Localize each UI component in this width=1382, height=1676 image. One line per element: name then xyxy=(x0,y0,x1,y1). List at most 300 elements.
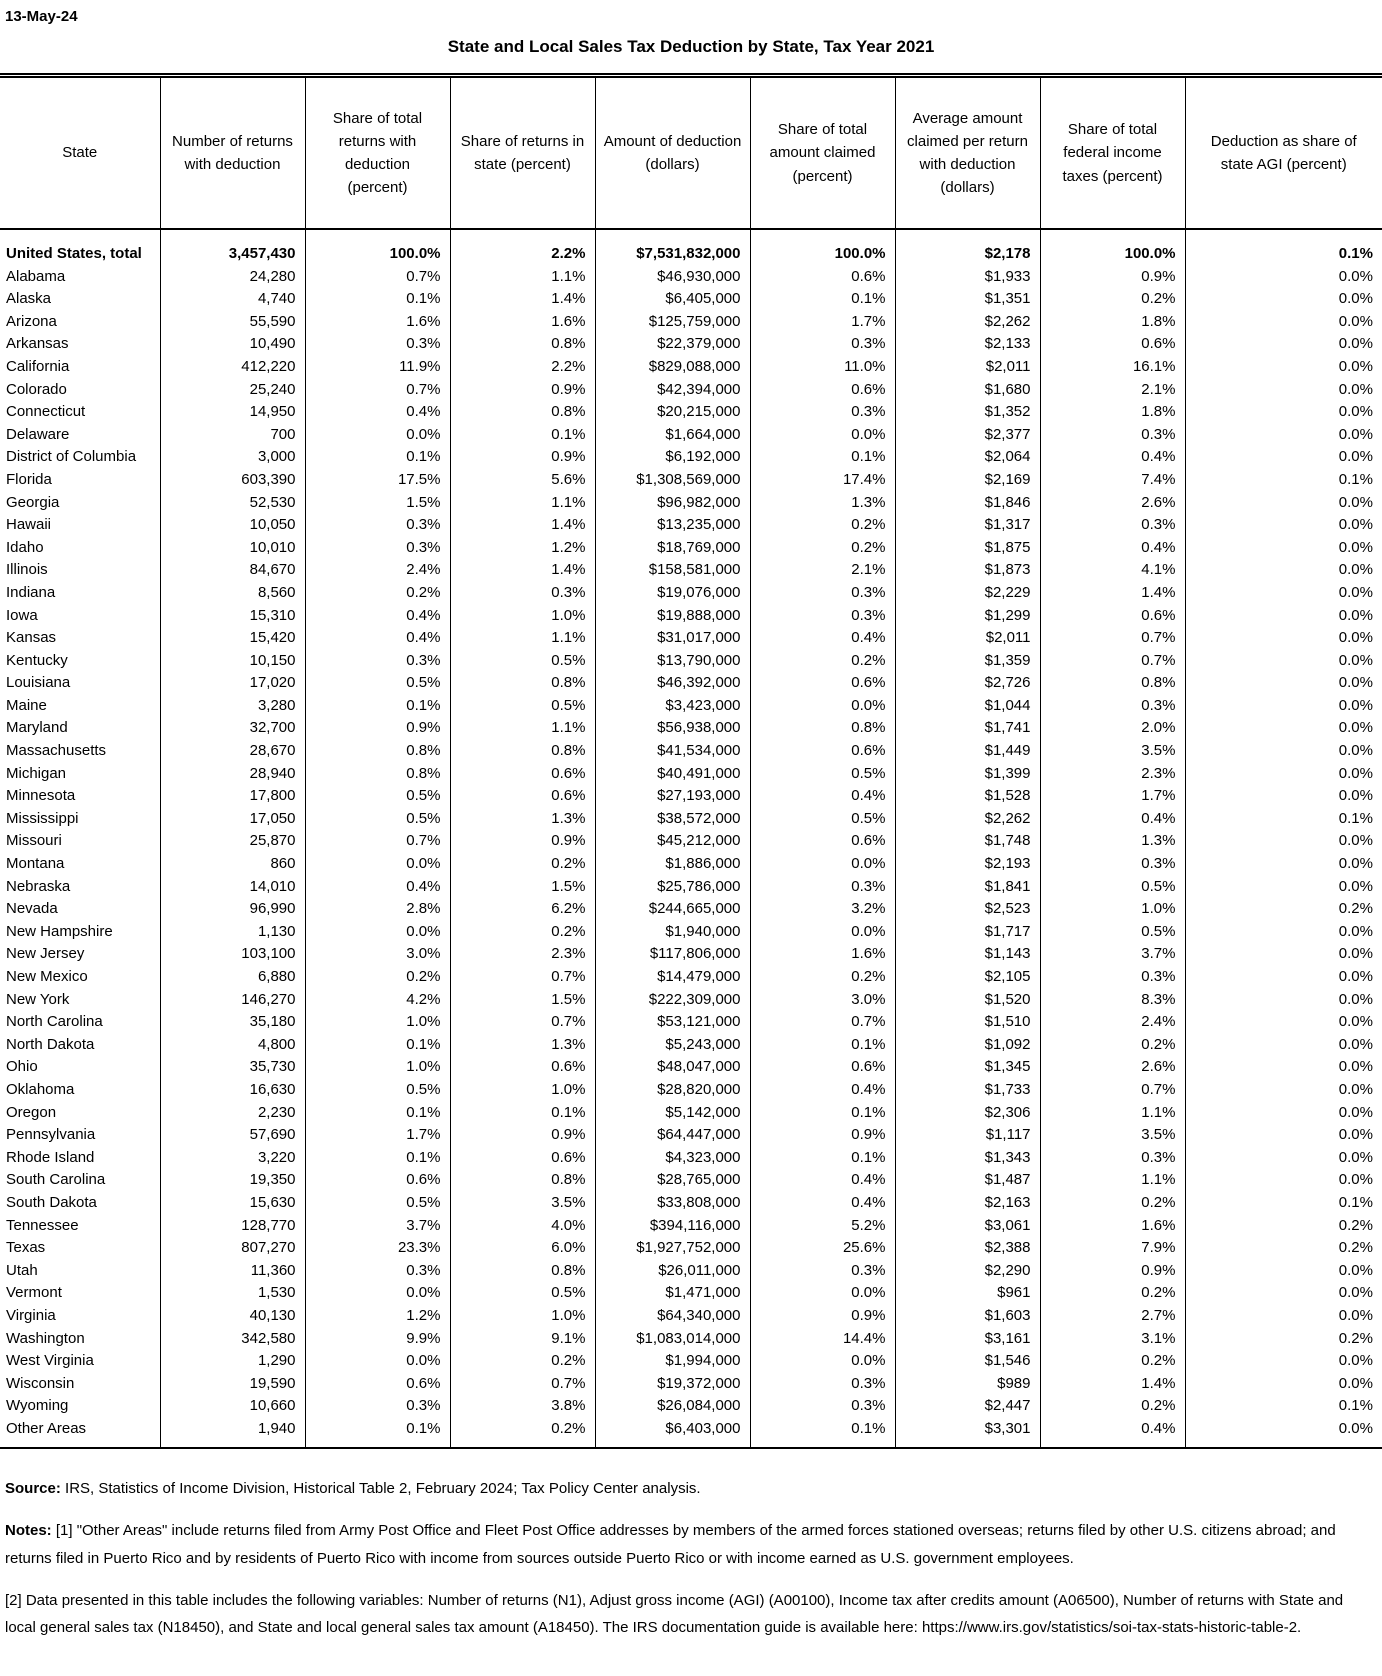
value-cell: 0.5% xyxy=(305,672,450,695)
value-cell: 2.8% xyxy=(305,898,450,921)
value-cell: 0.0% xyxy=(1185,966,1382,989)
value-cell: 0.5% xyxy=(450,695,595,718)
value-cell: 0.5% xyxy=(450,650,595,673)
value-cell: 0.0% xyxy=(1185,266,1382,289)
value-cell: $1,343 xyxy=(895,1147,1040,1170)
value-cell: $5,142,000 xyxy=(595,1102,750,1125)
value-cell: $3,161 xyxy=(895,1328,1040,1351)
value-cell: 0.0% xyxy=(750,424,895,447)
value-cell: 1.6% xyxy=(450,311,595,334)
value-cell: $1,680 xyxy=(895,379,1040,402)
value-cell: 0.2% xyxy=(750,966,895,989)
value-cell: 0.5% xyxy=(450,1282,595,1305)
state-name-cell: District of Columbia xyxy=(6,448,137,466)
value-cell: $1,449 xyxy=(895,740,1040,763)
value-cell: 0.5% xyxy=(305,808,450,831)
value-cell: 0.0% xyxy=(1185,1418,1382,1449)
value-cell: $1,875 xyxy=(895,537,1040,560)
value-cell: 0.1% xyxy=(305,288,450,311)
value-cell: 16.1% xyxy=(1040,356,1185,379)
value-cell: 0.4% xyxy=(1040,537,1185,560)
value-cell: 0.4% xyxy=(750,627,895,650)
value-cell: 2.4% xyxy=(1040,1011,1185,1034)
value-cell: 0.0% xyxy=(305,1282,450,1305)
state-name-cell: Nevada xyxy=(6,900,58,918)
note-2 xyxy=(5,1587,1372,1643)
value-cell: 0.0% xyxy=(1185,288,1382,311)
value-cell: $2,447 xyxy=(895,1395,1040,1418)
value-cell: $1,520 xyxy=(895,989,1040,1012)
value-cell: 100.0% xyxy=(1040,229,1185,266)
value-cell: 0.1% xyxy=(305,1102,450,1125)
state-name-cell: Tennessee xyxy=(6,1216,79,1234)
value-cell: 2.3% xyxy=(1040,763,1185,786)
table-row xyxy=(0,672,1382,695)
state-name-cell: New Jersey xyxy=(6,945,85,963)
value-cell: $1,933 xyxy=(895,266,1040,289)
value-cell: 0.0% xyxy=(1185,830,1382,853)
value-cell: 1.0% xyxy=(450,1079,595,1102)
state-name-cell: Iowa xyxy=(6,606,38,624)
state-name-cell: New Hampshire xyxy=(6,922,113,940)
value-cell: $1,603 xyxy=(895,1305,1040,1328)
value-cell: 19,590 xyxy=(160,1373,305,1396)
value-cell: $1,471,000 xyxy=(595,1282,750,1305)
value-cell: $1,117 xyxy=(895,1124,1040,1147)
value-cell: 1.3% xyxy=(450,1034,595,1057)
value-cell: 0.1% xyxy=(1185,1192,1382,1215)
value-cell: 0.0% xyxy=(1185,921,1382,944)
value-cell: 0.0% xyxy=(1185,356,1382,379)
value-cell: 0.1% xyxy=(750,1034,895,1057)
value-cell: 0.6% xyxy=(1040,605,1185,628)
value-cell: 1.2% xyxy=(305,1305,450,1328)
state-name-cell: South Carolina xyxy=(6,1171,106,1189)
state-name-cell: Louisiana xyxy=(6,674,71,692)
value-cell: 0.3% xyxy=(305,514,450,537)
table-row xyxy=(0,695,1382,718)
state-name-cell: Arkansas xyxy=(6,335,69,353)
value-cell: 0.0% xyxy=(1185,537,1382,560)
table-row xyxy=(0,1215,1382,1238)
value-cell: $14,479,000 xyxy=(595,966,750,989)
value-cell: $20,215,000 xyxy=(595,401,750,424)
value-cell: 4,800 xyxy=(160,1034,305,1057)
table-row xyxy=(0,1237,1382,1260)
value-cell: 4.2% xyxy=(305,989,450,1012)
state-name-cell: Hawaii xyxy=(6,516,52,534)
table-row xyxy=(0,229,1382,266)
value-cell: 0.4% xyxy=(750,1079,895,1102)
value-cell: 0.0% xyxy=(1185,1260,1382,1283)
value-cell: 11.9% xyxy=(305,356,450,379)
table-row xyxy=(0,1011,1382,1034)
value-cell: 0.2% xyxy=(1040,1350,1185,1373)
value-cell: 2.0% xyxy=(1040,717,1185,740)
value-cell: 0.0% xyxy=(1185,650,1382,673)
value-cell: $19,372,000 xyxy=(595,1373,750,1396)
value-cell: 0.9% xyxy=(450,830,595,853)
value-cell: 0.7% xyxy=(305,830,450,853)
value-cell: 1.5% xyxy=(450,989,595,1012)
state-name-cell: Mississippi xyxy=(6,809,79,827)
table-row xyxy=(0,1350,1382,1373)
value-cell: 0.5% xyxy=(305,1079,450,1102)
table-row xyxy=(0,740,1382,763)
value-cell: 14.4% xyxy=(750,1328,895,1351)
value-cell: $48,047,000 xyxy=(595,1056,750,1079)
value-cell: 1.1% xyxy=(450,492,595,515)
value-cell: 35,730 xyxy=(160,1056,305,1079)
value-cell: 0.9% xyxy=(1040,1260,1185,1283)
value-cell: 25,870 xyxy=(160,830,305,853)
value-cell: 0.2% xyxy=(1040,288,1185,311)
value-cell: 100.0% xyxy=(305,229,450,266)
state-name-cell: Montana xyxy=(6,855,65,873)
state-name-cell: Kansas xyxy=(6,629,57,647)
table-row xyxy=(0,627,1382,650)
value-cell: 0.1% xyxy=(750,446,895,469)
value-cell: 0.3% xyxy=(305,1260,450,1283)
table-row xyxy=(0,1373,1382,1396)
value-cell: 0.5% xyxy=(305,1192,450,1215)
value-cell: $1,351 xyxy=(895,288,1040,311)
value-cell: 0.3% xyxy=(750,605,895,628)
value-cell: 10,660 xyxy=(160,1395,305,1418)
value-cell: 0.2% xyxy=(450,921,595,944)
value-cell: 0.3% xyxy=(305,333,450,356)
state-name-cell: California xyxy=(6,357,70,375)
table-row xyxy=(0,898,1382,921)
value-cell: 0.0% xyxy=(1185,446,1382,469)
state-name-cell: Other Areas xyxy=(6,1419,87,1437)
value-cell: 84,670 xyxy=(160,559,305,582)
table-row xyxy=(0,763,1382,786)
value-cell: 0.2% xyxy=(1040,1282,1185,1305)
note-1-text: [1] "Other Areas" include returns filed from Army Post Office and Fleet Post Office addresses by members of the armed forces stationed overseas; returns filed by other U.S. citizens abroad; and returns filed in Puerto Rico and by residents of Puerto Rico with income from sources outside Puerto Rico or with income earned as U.S. government employees. xyxy=(5,1522,1336,1567)
value-cell: 0.0% xyxy=(750,695,895,718)
value-cell: $2,388 xyxy=(895,1237,1040,1260)
value-cell: 0.9% xyxy=(450,379,595,402)
value-cell: 0.4% xyxy=(750,1169,895,1192)
state-name-cell: Delaware xyxy=(6,425,70,443)
value-cell: 0.0% xyxy=(750,1350,895,1373)
header-row xyxy=(0,76,1382,230)
state-name-cell: Rhode Island xyxy=(6,1148,95,1166)
value-cell: $2,169 xyxy=(895,469,1040,492)
value-cell: $1,299 xyxy=(895,605,1040,628)
value-cell: 342,580 xyxy=(160,1328,305,1351)
notes-label: Notes: xyxy=(5,1522,52,1540)
value-cell: 0.2% xyxy=(1185,898,1382,921)
table-row xyxy=(0,650,1382,673)
value-cell: $1,846 xyxy=(895,492,1040,515)
value-cell: $22,379,000 xyxy=(595,333,750,356)
value-cell: 24,280 xyxy=(160,266,305,289)
value-cell: 860 xyxy=(160,853,305,876)
value-cell: 603,390 xyxy=(160,469,305,492)
value-cell: 1.2% xyxy=(450,537,595,560)
value-cell: 0.0% xyxy=(305,853,450,876)
value-cell: 0.3% xyxy=(1040,853,1185,876)
value-cell: 1.4% xyxy=(1040,1373,1185,1396)
column-header: Share of total amount claimed (percent) xyxy=(750,76,895,230)
value-cell: $2,229 xyxy=(895,582,1040,605)
value-cell: $1,528 xyxy=(895,785,1040,808)
state-name-cell: Massachusetts xyxy=(6,742,107,760)
value-cell: $2,523 xyxy=(895,898,1040,921)
value-cell: 0.3% xyxy=(750,401,895,424)
value-cell: $56,938,000 xyxy=(595,717,750,740)
value-cell: 0.6% xyxy=(450,785,595,808)
value-cell: 2,230 xyxy=(160,1102,305,1125)
state-name-cell: New York xyxy=(6,990,70,1008)
value-cell: $1,873 xyxy=(895,559,1040,582)
state-name-cell: Illinois xyxy=(6,561,48,579)
state-name-cell: Oregon xyxy=(6,1103,57,1121)
value-cell: $1,927,752,000 xyxy=(595,1237,750,1260)
state-name-cell: Florida xyxy=(6,470,52,488)
value-cell: 7.9% xyxy=(1040,1237,1185,1260)
value-cell: $2,011 xyxy=(895,627,1040,650)
value-cell: 0.8% xyxy=(450,1260,595,1283)
value-cell: $3,301 xyxy=(895,1418,1040,1449)
value-cell: $1,546 xyxy=(895,1350,1040,1373)
value-cell: $28,765,000 xyxy=(595,1169,750,1192)
value-cell: $2,105 xyxy=(895,966,1040,989)
value-cell: 0.6% xyxy=(750,672,895,695)
source-note xyxy=(5,1475,1372,1503)
column-header: Share of total returns with deduction (percent) xyxy=(305,76,450,230)
value-cell: $1,733 xyxy=(895,1079,1040,1102)
value-cell: 0.3% xyxy=(1040,1147,1185,1170)
value-cell: 0.0% xyxy=(1185,605,1382,628)
state-name-cell: Utah xyxy=(6,1261,38,1279)
value-cell: 4.1% xyxy=(1040,559,1185,582)
value-cell: 1.8% xyxy=(1040,401,1185,424)
table-row xyxy=(0,808,1382,831)
value-cell: 1.3% xyxy=(1040,830,1185,853)
value-cell: 0.3% xyxy=(305,537,450,560)
table-row xyxy=(0,605,1382,628)
value-cell: 3,280 xyxy=(160,695,305,718)
value-cell: 17,050 xyxy=(160,808,305,831)
value-cell: $1,510 xyxy=(895,1011,1040,1034)
table-row xyxy=(0,288,1382,311)
value-cell: 0.0% xyxy=(1185,424,1382,447)
value-cell: $1,994,000 xyxy=(595,1350,750,1373)
value-cell: 0.9% xyxy=(305,717,450,740)
table-row xyxy=(0,785,1382,808)
value-cell: 1.1% xyxy=(450,717,595,740)
value-cell: 0.0% xyxy=(305,424,450,447)
value-cell: 1.0% xyxy=(305,1011,450,1034)
value-cell: $46,392,000 xyxy=(595,672,750,695)
value-cell: $38,572,000 xyxy=(595,808,750,831)
value-cell: 0.4% xyxy=(1040,808,1185,831)
table-row xyxy=(0,492,1382,515)
value-cell: $3,423,000 xyxy=(595,695,750,718)
state-name-cell: Missouri xyxy=(6,832,62,850)
value-cell: $2,262 xyxy=(895,808,1040,831)
value-cell: 1.0% xyxy=(450,1305,595,1328)
value-cell: 0.3% xyxy=(450,582,595,605)
table-header xyxy=(0,76,1382,230)
table-row xyxy=(0,989,1382,1012)
value-cell: 8.3% xyxy=(1040,989,1185,1012)
value-cell: 0.1% xyxy=(750,1147,895,1170)
value-cell: $1,487 xyxy=(895,1169,1040,1192)
value-cell: 0.1% xyxy=(305,446,450,469)
value-cell: 0.8% xyxy=(450,401,595,424)
table-row xyxy=(0,1305,1382,1328)
value-cell: 16,630 xyxy=(160,1079,305,1102)
value-cell: 0.0% xyxy=(750,1282,895,1305)
table-row xyxy=(0,943,1382,966)
value-cell: 1.4% xyxy=(1040,582,1185,605)
value-cell: 0.0% xyxy=(1185,763,1382,786)
value-cell: 0.2% xyxy=(1185,1215,1382,1238)
value-cell: 0.3% xyxy=(1040,424,1185,447)
value-cell: 0.0% xyxy=(1185,514,1382,537)
value-cell: $45,212,000 xyxy=(595,830,750,853)
value-cell: 0.0% xyxy=(1185,627,1382,650)
value-cell: $3,061 xyxy=(895,1215,1040,1238)
source-label: Source: xyxy=(5,1480,61,1498)
value-cell: 0.0% xyxy=(1185,1011,1382,1034)
value-cell: 3.7% xyxy=(1040,943,1185,966)
value-cell: 17.5% xyxy=(305,469,450,492)
table-row xyxy=(0,582,1382,605)
value-cell: $41,534,000 xyxy=(595,740,750,763)
state-name-cell: Nebraska xyxy=(6,877,71,895)
value-cell: 1.0% xyxy=(450,605,595,628)
value-cell: $1,092 xyxy=(895,1034,1040,1057)
table-row xyxy=(0,266,1382,289)
value-cell: 0.0% xyxy=(1185,1350,1382,1373)
value-cell: 0.7% xyxy=(305,266,450,289)
value-cell: 1.6% xyxy=(750,943,895,966)
value-cell: 1.4% xyxy=(450,514,595,537)
value-cell: $27,193,000 xyxy=(595,785,750,808)
state-name-cell: Connecticut xyxy=(6,403,86,421)
value-cell: 0.0% xyxy=(1185,379,1382,402)
value-cell: $1,352 xyxy=(895,401,1040,424)
value-cell: 1,290 xyxy=(160,1350,305,1373)
value-cell: $2,306 xyxy=(895,1102,1040,1125)
state-name-cell: Alabama xyxy=(6,267,66,285)
column-header: Share of total federal income taxes (percent) xyxy=(1040,76,1185,230)
table-row xyxy=(0,1328,1382,1351)
value-cell: 3,220 xyxy=(160,1147,305,1170)
value-cell: 0.2% xyxy=(450,1350,595,1373)
column-header: Amount of deduction (dollars) xyxy=(595,76,750,230)
value-cell: 25,240 xyxy=(160,379,305,402)
value-cell: 17,800 xyxy=(160,785,305,808)
value-cell: 40,130 xyxy=(160,1305,305,1328)
value-cell: 0.6% xyxy=(750,379,895,402)
value-cell: 0.0% xyxy=(1185,717,1382,740)
value-cell: $5,243,000 xyxy=(595,1034,750,1057)
value-cell: 0.1% xyxy=(1185,469,1382,492)
value-cell: 0.6% xyxy=(450,763,595,786)
value-cell: 0.1% xyxy=(305,1418,450,1449)
state-name-cell: Ohio xyxy=(6,1058,38,1076)
value-cell: 0.3% xyxy=(1040,514,1185,537)
value-cell: 0.9% xyxy=(750,1305,895,1328)
value-cell: $2,726 xyxy=(895,672,1040,695)
value-cell: 0.1% xyxy=(1185,808,1382,831)
value-cell: $989 xyxy=(895,1373,1040,1396)
value-cell: $2,163 xyxy=(895,1192,1040,1215)
state-name-cell: United States, total xyxy=(6,245,142,262)
value-cell: 0.3% xyxy=(750,1373,895,1396)
value-cell: 0.0% xyxy=(1185,876,1382,899)
value-cell: $1,308,569,000 xyxy=(595,469,750,492)
value-cell: 3.0% xyxy=(750,989,895,1012)
value-cell: 0.3% xyxy=(750,333,895,356)
value-cell: 23.3% xyxy=(305,1237,450,1260)
value-cell: 0.4% xyxy=(305,627,450,650)
state-name-cell: Kentucky xyxy=(6,651,68,669)
value-cell: $1,940,000 xyxy=(595,921,750,944)
value-cell: 0.7% xyxy=(450,1011,595,1034)
value-cell: 9.1% xyxy=(450,1328,595,1351)
column-header: State xyxy=(0,76,160,230)
value-cell: 0.1% xyxy=(750,1102,895,1125)
value-cell: 0.2% xyxy=(1185,1237,1382,1260)
value-cell: 412,220 xyxy=(160,356,305,379)
value-cell: 0.3% xyxy=(1040,966,1185,989)
value-cell: 0.7% xyxy=(450,1373,595,1396)
value-cell: 0.2% xyxy=(450,853,595,876)
value-cell: 0.0% xyxy=(1185,492,1382,515)
value-cell: 14,010 xyxy=(160,876,305,899)
value-cell: 1.7% xyxy=(305,1124,450,1147)
state-name-cell: North Carolina xyxy=(6,1013,103,1031)
table-row xyxy=(0,966,1382,989)
value-cell: 0.0% xyxy=(1185,853,1382,876)
table-row xyxy=(0,1418,1382,1449)
value-cell: $13,790,000 xyxy=(595,650,750,673)
report-date: 13-May-24 xyxy=(5,8,78,25)
value-cell: $2,262 xyxy=(895,311,1040,334)
value-cell: $64,447,000 xyxy=(595,1124,750,1147)
value-cell: 0.0% xyxy=(1185,1305,1382,1328)
value-cell: 0.0% xyxy=(1185,311,1382,334)
value-cell: 0.0% xyxy=(1185,672,1382,695)
value-cell: 0.2% xyxy=(750,650,895,673)
value-cell: 0.6% xyxy=(450,1056,595,1079)
state-name-cell: Vermont xyxy=(6,1284,62,1302)
table-row xyxy=(0,1034,1382,1057)
value-cell: 0.9% xyxy=(450,1124,595,1147)
value-cell: 3.8% xyxy=(450,1395,595,1418)
table-row xyxy=(0,717,1382,740)
value-cell: $42,394,000 xyxy=(595,379,750,402)
value-cell: 0.4% xyxy=(1040,446,1185,469)
value-cell: 0.0% xyxy=(1185,1147,1382,1170)
value-cell: 5.6% xyxy=(450,469,595,492)
value-cell: $6,405,000 xyxy=(595,288,750,311)
value-cell: 0.2% xyxy=(1040,1192,1185,1215)
value-cell: 0.6% xyxy=(750,266,895,289)
value-cell: 1.3% xyxy=(750,492,895,515)
table-row xyxy=(0,1079,1382,1102)
value-cell: $18,769,000 xyxy=(595,537,750,560)
table-row xyxy=(0,356,1382,379)
state-name-cell: Arizona xyxy=(6,312,57,330)
